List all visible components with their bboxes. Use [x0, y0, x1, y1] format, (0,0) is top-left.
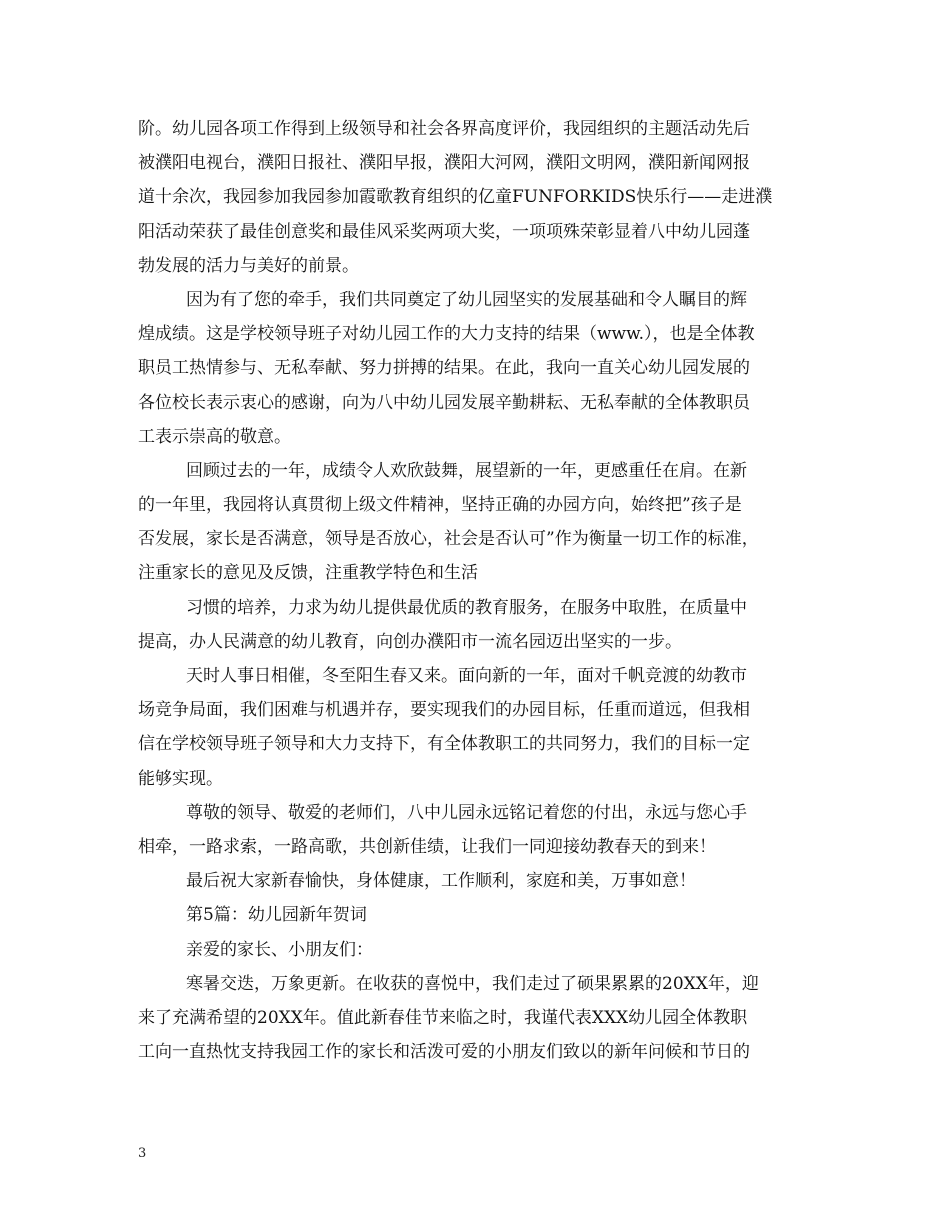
text-line: 的一年里，我园将认真贯彻上级文件精神，坚持正确的办园方向，始终把”孩子是 — [138, 495, 742, 516]
paragraph-first-line: 习惯的培养，力求为幼儿提供最优质的教育服务，在服务中取胜，在质量中 — [186, 597, 747, 618]
text-line: 职员工热情参与、无私奉献、努力拼搏的结果。在此，我向一直关心幼儿园发展的 — [138, 358, 750, 379]
closing-wish-line: 最后祝大家新春愉快，身体健康，工作顺利，家庭和美，万事如意！ — [186, 871, 696, 892]
section-heading: 第5篇：幼儿园新年贺词 — [186, 905, 367, 926]
text-line: 来了充满希望的20XX年。值此新春佳节来临之时，我谨代表XXX幼儿园全体教职 — [138, 1007, 748, 1028]
text-line: 各位校长表示衷心的感谢，向为八中幼儿园发展辛勤耕耘、无私奉献的全体教职员 — [138, 392, 750, 413]
text-line: 相牵，一路求索，一路高歌，共创新佳绩，让我们一同迎接幼教春天的到来！ — [138, 836, 716, 857]
text-line: 场竞争局面，我们困难与机遇并存，要实现我们的办园目标，任重而道远，但我相 — [138, 700, 750, 721]
paragraph-first-line: 因为有了您的牵手，我们共同奠定了幼儿园坚实的发展基础和令人瞩目的辉 — [186, 289, 747, 310]
paragraph-first-line: 天时人事日相催，冬至阳生春又来。面向新的一年，面对千帆竞渡的幼教市 — [186, 666, 747, 686]
text-line: 否发展，家长是否满意，领导是否放心，社会是否认可”作为衡量一切工作的标准， — [138, 529, 759, 550]
text-line: 煌成绩。这是学校领导班子对幼儿园工作的大力支持的结果（www.），也是全体教 — [138, 324, 755, 345]
text-line: 阶。幼儿园各项工作得到上级领导和社会各界高度评价，我园组织的主题活动先后 — [138, 119, 750, 139]
text-line: 勃发展的活力与美好的前景。 — [138, 255, 359, 276]
salutation-line: 亲爱的家长、小朋友们： — [186, 939, 373, 960]
page-number: 3 — [138, 1146, 147, 1161]
text-line: 被濮阳电视台，濮阳日报社、濮阳早报，濮阳大河网，濮阳文明网，濮阳新闻网报 — [138, 153, 750, 174]
text-line: 能够实现。 — [138, 768, 223, 789]
paragraph-first-line: 寒暑交迭，万象更新。在收获的喜悦中，我们走过了硕果累累的20XX年，迎 — [186, 973, 759, 994]
paragraph-first-line: 回顾过去的一年，成绩令人欢欣鼓舞，展望新的一年，更感重任在肩。在新 — [186, 460, 747, 481]
text-line: 工表示崇高的敬意。 — [138, 426, 291, 447]
text-line: 注重家长的意见及反馈，注重教学特色和生活 — [138, 563, 478, 584]
text-line: 工向一直热忱支持我园工作的家长和活泼可爱的小朋友们致以的新年问候和节日的 — [138, 1042, 750, 1063]
paragraph-first-line: 尊敬的领导、敬爱的老师们，八中儿园永远铭记着您的付出，永远与您心手 — [186, 802, 747, 823]
document-body — [138, 112, 826, 1069]
text-line: 道十余次，我园参加我园参加霞歌教育组织的亿童FUNFORKIDS快乐行——走进濮 — [138, 187, 773, 208]
text-line: 阳活动荣获了最佳创意奖和最佳风采奖两项大奖，一项项殊荣彰显着八中幼儿园蓬 — [138, 221, 750, 242]
text-line: 信在学校领导班子领导和大力支持下，有全体教职工的共同努力，我们的目标一定 — [138, 734, 750, 755]
text-line: 提高，办人民满意的幼儿教育，向创办濮阳市一流名园迈出坚实的一步。 — [138, 631, 682, 652]
